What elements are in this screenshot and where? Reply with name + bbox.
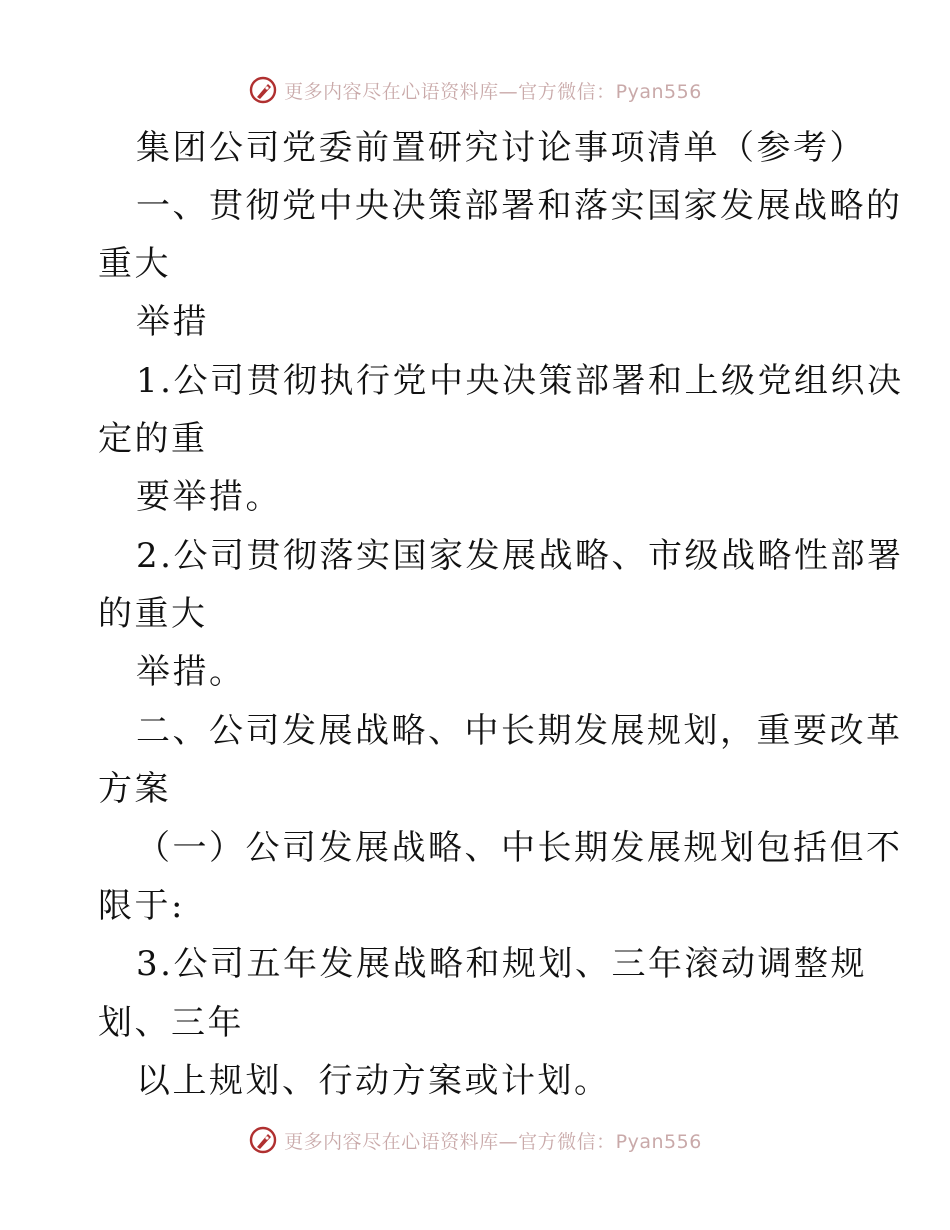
list-item: 1.公司贯彻执行党中央决策部署和上级党组织决: [136, 361, 904, 401]
header-watermark: [0, 70, 950, 110]
text-line: 要举措。: [136, 477, 282, 517]
list-item: 2.公司贯彻落实国家发展战略、市级战略性部署: [136, 536, 904, 576]
footer-watermark: [0, 1120, 950, 1160]
pen-nib-logo-icon: [248, 1125, 278, 1155]
text-line: 划、三年: [98, 1003, 244, 1043]
text-line: 限于:: [98, 886, 185, 926]
subsection-heading: （一）公司发展战略、中长期发展规划包括但不: [136, 828, 903, 868]
text-line: 方案: [98, 769, 171, 809]
pen-nib-logo-icon: [248, 75, 278, 105]
text-line: 举措: [136, 302, 209, 342]
text-line: 重大: [98, 244, 171, 284]
section-heading: 一、贯彻党中央决策部署和落实国家发展战略的: [136, 186, 903, 226]
text-line: 举措。: [136, 652, 246, 692]
watermark-text: 更多内容尽在心语资料库—官方微信：Pyan556: [284, 80, 702, 103]
text-line: 的重大: [98, 594, 208, 634]
section-heading: 二、公司发展战略、中长期发展规划，重要改革: [136, 711, 903, 751]
text-line: 定的重: [98, 419, 208, 459]
list-item: 3.公司五年发展战略和规划、三年滚动调整规: [136, 944, 867, 984]
text-line: 以上规划、行动方案或计划。: [136, 1061, 611, 1101]
document-title: 集团公司党委前置研究讨论事项清单（参考）: [136, 128, 866, 168]
watermark-text: 更多内容尽在心语资料库—官方微信：Pyan556: [284, 1130, 702, 1153]
